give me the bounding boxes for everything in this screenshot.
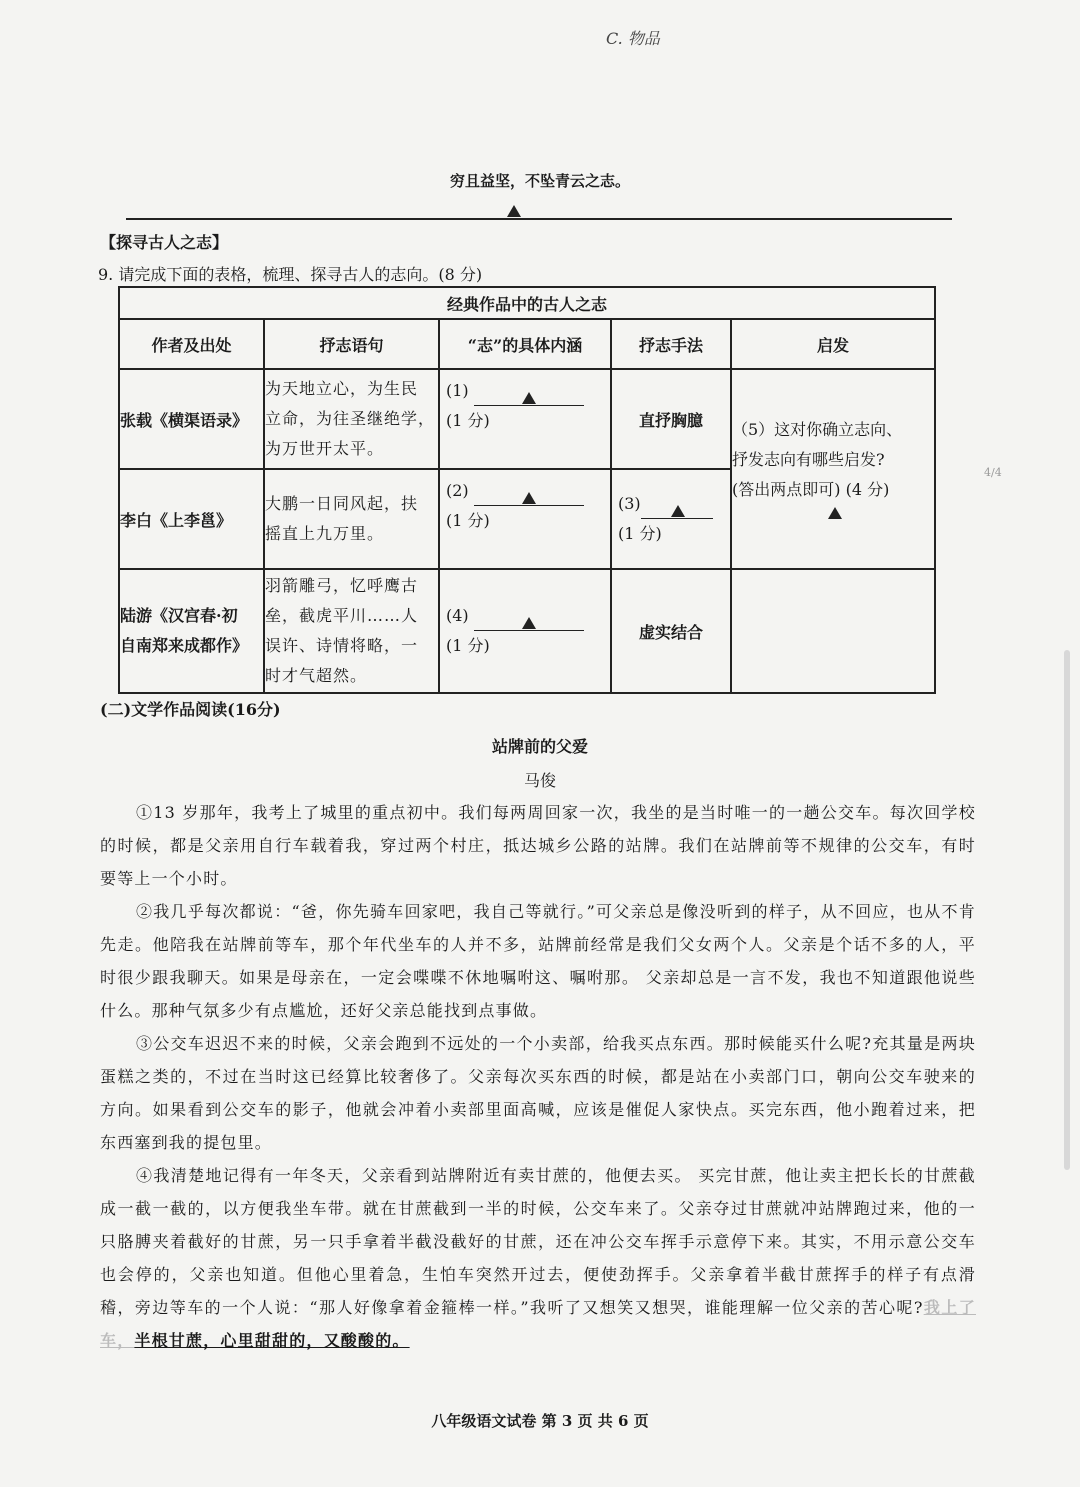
insight-empty-cell <box>731 569 935 693</box>
quote-line: 立命，为往圣继绝学， <box>265 409 436 428</box>
paragraph: ②我几乎每次都说：“爸，你先骑车回家吧，我自己等就行。”可父亲总是像没听到的样子，从不回应，也从不肯先走。他陪我在站牌前等车，那个年代坐车的人并不多，站牌前经常是我们父女两个人。父亲是个话不多的人，平时很少跟我聊天。如果是母亲在，一定会喋喋不休地嘱咐这、嘱咐那。 父亲却总是一言不发，我也不知道跟他说些什么。那种气氛多少有点尴尬，还好父亲总能找到点事做。 <box>100 902 976 1020</box>
article-author: 马俊 <box>523 771 556 790</box>
quote-cell <box>264 369 439 469</box>
blank-number: (2) <box>446 481 469 500</box>
table-caption: 经典作品中的古人之志 <box>119 287 935 319</box>
part2-heading: (二)文学作品阅读(16分) <box>100 700 281 719</box>
quote-line: 为天地立心，为生民 <box>265 379 419 398</box>
method-cell: 直抒胸臆 <box>611 369 731 469</box>
table-row <box>119 369 935 469</box>
quote-line: 大鹏一日同风起，扶 <box>265 494 419 513</box>
answer-triangle-icon <box>507 205 521 217</box>
faded-answer-text: 我上了车， <box>100 1298 976 1350</box>
meaning-cell <box>439 569 611 693</box>
quote-line: 摇直上九万里。 <box>265 524 385 543</box>
answer-triangle-icon <box>522 492 536 504</box>
header-insight: 启发 <box>731 319 935 369</box>
header-author: 作者及出处 <box>119 319 264 369</box>
meaning-cell <box>439 469 611 569</box>
answer-blank-line <box>126 218 952 220</box>
method-cell: 虚实结合 <box>611 569 731 693</box>
poem-line: 穷且益坚，不坠青云之志。 <box>449 172 630 190</box>
ancient-aspirations-table <box>118 286 936 694</box>
author-line: 陆游《汉宫春·初 <box>120 606 238 625</box>
article-title: 站牌前的父爱 <box>491 737 588 756</box>
header-method: 抒志手法 <box>611 319 731 369</box>
answer-triangle-icon <box>522 392 536 404</box>
table-row <box>119 569 935 693</box>
author-cell: 张载《横渠语录》 <box>119 369 264 469</box>
insight-line: (答出两点即可) (4 分) <box>732 480 890 499</box>
meaning-cell <box>439 369 611 469</box>
header-quote: 抒志语句 <box>264 319 439 369</box>
side-mark: 4/4 <box>984 466 1002 479</box>
paragraph: ③公交车迟迟不来的时候，父亲会跑到不远处的一个小卖部，给我买点东西。那时候能买什么呢?充其量是两块蛋糕之类的，不过在当时这已经算比较奢侈了。父亲每次买东西的时候，都是站在小卖部门口，朝向公交车驶来的方向。如果看到公交车的影子，他就会冲着小卖部里面高喊，应该是催促人家快点。买完东西，他小跑着过来，把东西塞到我的提包里。 <box>100 1034 976 1152</box>
answer-triangle-icon <box>671 505 685 517</box>
score-label: (1 分) <box>446 636 490 655</box>
score-label: (1 分) <box>446 411 490 430</box>
answer-triangle-icon <box>828 507 842 519</box>
answer-blank[interactable] <box>641 502 713 519</box>
quote-line: 误许、诗情将略，一 <box>265 636 419 655</box>
blank-number: (4) <box>446 606 469 625</box>
section-heading: 【探寻古人之志】 <box>100 233 229 252</box>
blank-number: (1) <box>446 381 469 400</box>
header-meaning: “志”的具体内涵 <box>439 319 611 369</box>
answer-blank[interactable] <box>474 389 584 406</box>
author-line: 自南郑来成都作》 <box>120 636 249 655</box>
insight-line: （5）这对你确立志向、 <box>732 420 903 439</box>
insight-cell <box>731 369 935 569</box>
scan-mark: C. 物品 <box>606 29 660 48</box>
underlined-answer-text: 半根甘蔗，心里甜甜的，又酸酸的。 <box>134 1331 410 1350</box>
author-cell <box>119 569 264 693</box>
quote-cell <box>264 569 439 693</box>
score-label: (1 分) <box>446 511 490 530</box>
method-cell <box>611 469 731 569</box>
quote-line: 时才气超然。 <box>265 666 368 685</box>
author-cell: 李白《上李邕》 <box>119 469 264 569</box>
page-footer: 八年级语文试卷 第 3 页 共 6 页 <box>431 1412 649 1430</box>
answer-triangle-icon <box>522 617 536 629</box>
scrollbar[interactable] <box>1064 650 1070 1170</box>
question-9: 9. 请完成下面的表格，梳理、探寻古人的志向。(8 分) <box>98 265 483 284</box>
answer-blank[interactable] <box>474 489 584 506</box>
score-label: (1 分) <box>618 524 662 543</box>
article-body <box>100 796 976 1357</box>
paragraph-text: ④我清楚地记得有一年冬天，父亲看到站牌附近有卖甘蔗的，他便去买。 买完甘蔗，他让卖主把长长的甘蔗截成一截一截的，以方便我坐车带。就在甘蔗截到一半的时候，公交车来了。父亲夺过甘蔗就冲站牌跑过来，他的一只胳膊夹着截好的甘蔗，另一只手拿着半截没截好的甘蔗，还在冲公交车挥手示意停下来。其实，不用示意公交车也会停的，父亲也知道。但他心里着急，生怕车突然开过去，便使劲挥手。父亲拿着半截甘蔗挥手的样子有点滑稽，旁边等车的一个人说：“那人好像拿着金箍棒一样。”我听了又想笑又想哭，谁能理解一位父亲的苦心呢? <box>100 1166 976 1317</box>
insight-line: 抒发志向有哪些启发? <box>732 450 885 469</box>
answer-blank[interactable] <box>474 614 584 631</box>
paragraph <box>100 1159 976 1357</box>
blank-number: (3) <box>618 494 641 513</box>
quote-line: 为万世开太平。 <box>265 439 385 458</box>
quote-cell <box>264 469 439 569</box>
quote-line: 垒，截虎平川……人 <box>265 606 419 625</box>
paragraph: ①13 岁那年，我考上了城里的重点初中。我们每两周回家一次，我坐的是当时唯一的一趟公交车。每次回学校的时候，都是父亲用自行车载着我，穿过两个村庄，抵达城乡公路的站牌。我们在站牌前等不规律的公交车，有时要等上一个小时。 <box>100 803 976 888</box>
quote-line: 羽箭雕弓，忆呼鹰古 <box>265 576 419 595</box>
